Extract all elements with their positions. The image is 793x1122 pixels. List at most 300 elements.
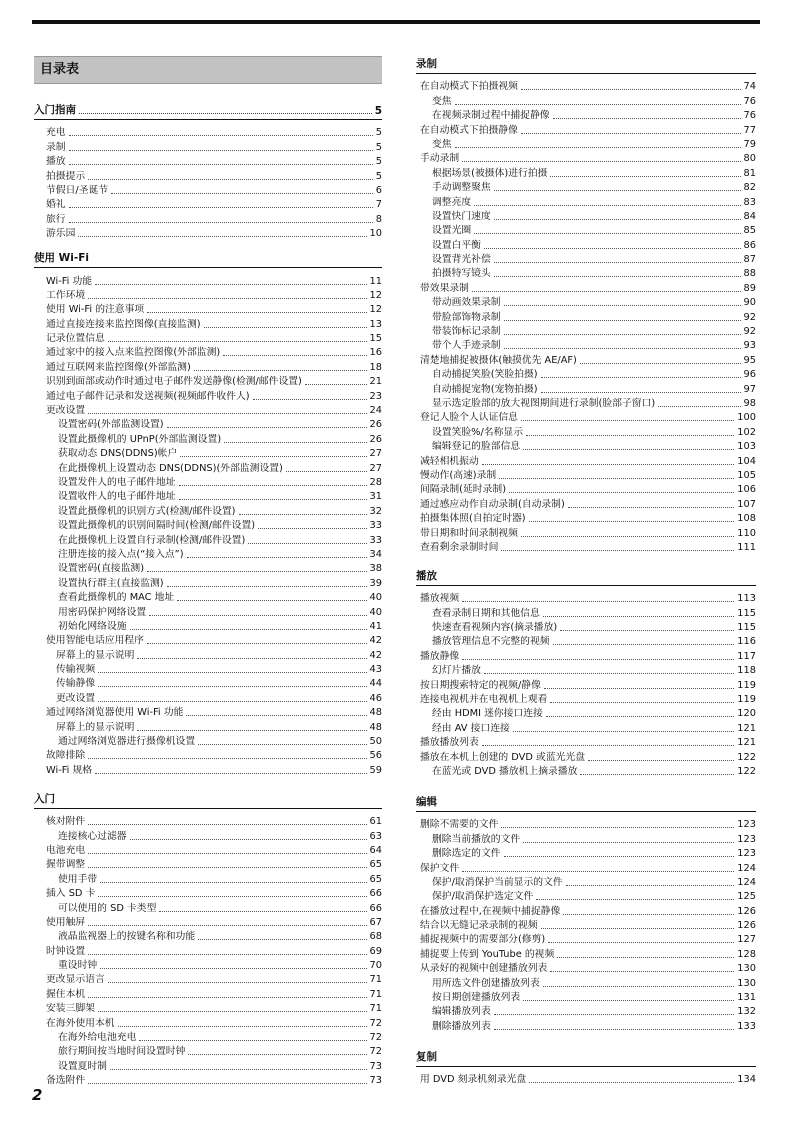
toc-entry[interactable] xyxy=(416,295,756,309)
toc-entry-page: 33 xyxy=(369,520,382,532)
toc-entry-page: 26 xyxy=(369,433,382,445)
toc-entry[interactable] xyxy=(34,403,382,417)
leader-dots xyxy=(504,334,741,335)
toc-entry[interactable] xyxy=(416,903,756,917)
leader-dots xyxy=(100,882,366,883)
leader-dots xyxy=(258,528,366,529)
toc-entry[interactable] xyxy=(416,1004,756,1018)
toc-entry[interactable] xyxy=(34,719,382,733)
toc-entry[interactable] xyxy=(416,165,756,179)
toc-entry-page: 106 xyxy=(737,484,756,496)
leader-dots xyxy=(69,164,373,165)
toc-entry-page: 115 xyxy=(737,622,756,634)
leader-dots xyxy=(110,1069,367,1070)
toc-entry-text: 带个人手迹录制 xyxy=(432,340,501,352)
toc-entry-page: 31 xyxy=(369,491,382,503)
toc-entry[interactable] xyxy=(416,720,756,734)
toc-entry-text: 电池充电 xyxy=(46,844,86,856)
toc-entry-text: 删除播放列表 xyxy=(432,1020,491,1032)
toc-entry-text: 更改显示语言 xyxy=(46,974,105,986)
toc-entry[interactable] xyxy=(34,388,382,402)
toc-entry[interactable] xyxy=(416,511,756,525)
toc-entry[interactable] xyxy=(416,620,756,634)
toc-entry-text: 节假日/圣诞节 xyxy=(46,184,109,196)
toc-entry-text: 使用智能电话应用程序 xyxy=(46,635,144,647)
toc-entry-text: 通过家中的接入点来监控图像(外部监测) xyxy=(46,347,221,359)
toc-entry[interactable] xyxy=(416,918,756,932)
section-title[interactable]: 入门 xyxy=(34,791,382,809)
toc-entry[interactable] xyxy=(416,525,756,539)
toc-entry-page: 131 xyxy=(737,992,756,1004)
toc-entry-text: 间隔录制(延时录制) xyxy=(420,484,507,496)
toc-entry-text: 拍摄集体照(自拍定时器) xyxy=(420,513,526,525)
toc-entry[interactable] xyxy=(34,503,382,517)
toc-entry[interactable] xyxy=(416,151,756,165)
left-sections xyxy=(34,102,382,1087)
toc-entry[interactable] xyxy=(416,496,756,510)
toc-entry[interactable] xyxy=(416,889,756,903)
toc-entry[interactable] xyxy=(34,561,382,575)
leader-dots xyxy=(658,406,740,407)
toc-entry[interactable] xyxy=(416,410,756,424)
toc-entry[interactable] xyxy=(416,990,756,1004)
toc-entry[interactable] xyxy=(34,431,382,445)
toc-entry-page: 93 xyxy=(743,340,756,352)
toc-entry-page: 5 xyxy=(375,141,382,153)
leader-dots xyxy=(494,190,741,191)
toc-entry[interactable] xyxy=(416,875,756,889)
leader-dots xyxy=(474,233,740,234)
toc-entry-text: 带脸部饰物录制 xyxy=(432,311,501,323)
toc-entry-text: 核对附件 xyxy=(46,816,86,828)
toc-entry[interactable] xyxy=(34,273,382,287)
toc-entry[interactable] xyxy=(34,619,382,633)
toc-entry[interactable] xyxy=(34,676,382,690)
leader-dots xyxy=(546,716,734,717)
toc-entry-page: 111 xyxy=(737,541,756,553)
toc-entry[interactable] xyxy=(416,706,756,720)
toc-entry-text: 减轻相机振动 xyxy=(420,455,479,467)
toc-entry[interactable] xyxy=(34,843,382,857)
toc-entry[interactable] xyxy=(34,125,382,139)
toc-entry-page: 28 xyxy=(369,476,382,488)
toc-entry[interactable] xyxy=(34,446,382,460)
leader-dots xyxy=(455,147,741,148)
leader-dots xyxy=(455,104,741,105)
leader-dots xyxy=(521,420,734,421)
section-title[interactable]: 录制 xyxy=(416,56,756,74)
leader-dots xyxy=(100,968,366,969)
toc-entry[interactable] xyxy=(34,986,382,1000)
leader-dots xyxy=(88,758,366,759)
leader-dots xyxy=(494,1029,735,1030)
toc-entry-text: 删除当前播放的文件 xyxy=(432,833,521,845)
toc-entry-page: 97 xyxy=(743,383,756,395)
toc-entry-text: 备选附件 xyxy=(46,1075,86,1087)
leader-dots xyxy=(494,262,741,263)
leader-dots xyxy=(111,193,373,194)
toc-entry[interactable] xyxy=(416,1072,756,1086)
toc-entry[interactable] xyxy=(34,1073,382,1087)
toc-entry[interactable] xyxy=(34,762,382,776)
toc-entry[interactable] xyxy=(34,226,382,240)
toc-entry-text: 在视频录制过程中捕捉静像 xyxy=(432,110,550,122)
toc-entry[interactable] xyxy=(34,302,382,316)
toc-entry[interactable] xyxy=(34,211,382,225)
leader-dots xyxy=(494,219,741,220)
toc-entry-page: 96 xyxy=(743,369,756,381)
toc-entry-text: 手动调整聚焦 xyxy=(432,182,491,194)
toc-entry[interactable] xyxy=(416,424,756,438)
toc-entry-text: 在播放过程中,在视频中捕捉静像 xyxy=(420,905,561,917)
toc-entry-text: 播放静像 xyxy=(420,650,460,662)
toc-entry[interactable] xyxy=(416,396,756,410)
leader-dots xyxy=(482,464,735,465)
toc-entry[interactable] xyxy=(34,662,382,676)
toc-entry-page: 50 xyxy=(369,736,382,748)
toc-entry[interactable] xyxy=(34,929,382,943)
toc-entry[interactable] xyxy=(34,575,382,589)
leader-dots xyxy=(198,744,366,745)
leader-dots xyxy=(179,499,367,500)
toc-entry-page: 103 xyxy=(737,441,756,453)
section-title[interactable]: 编辑 xyxy=(416,794,756,812)
toc-entry[interactable] xyxy=(34,518,382,532)
toc-entry-page: 64 xyxy=(369,844,382,856)
section-title[interactable]: 使用 Wi-Fi xyxy=(34,250,382,268)
toc-entry[interactable] xyxy=(34,1001,382,1015)
toc-entry[interactable] xyxy=(34,1030,382,1044)
toc-entry[interactable] xyxy=(34,475,382,489)
toc-entry[interactable] xyxy=(416,367,756,381)
toc-entry-text: 在此摄像机上设置动态 DNS(DDNS)(外部监测设置) xyxy=(58,462,283,474)
toc-entry[interactable] xyxy=(34,183,382,197)
toc-entry-text: 通过互联网来监控图像(外部监测) xyxy=(46,361,191,373)
leader-dots xyxy=(188,1054,366,1055)
toc-entry[interactable] xyxy=(416,468,756,482)
toc-entry-text: 结合以无缝记录录制的视频 xyxy=(420,920,538,932)
toc-entry[interactable] xyxy=(34,915,382,929)
toc-entry-text: 保护/取消保护选定文件 xyxy=(432,891,534,903)
toc-entry-text: 播放管理信息不完整的视频 xyxy=(432,636,550,648)
toc-entry-text: 液晶监视器上的按键名称和功能 xyxy=(58,931,196,943)
toc-entry-page: 73 xyxy=(369,1075,382,1087)
toc-entry-page: 90 xyxy=(743,297,756,309)
toc-entry-page: 110 xyxy=(737,527,756,539)
toc-entry[interactable] xyxy=(416,831,756,845)
toc-entry[interactable] xyxy=(416,932,756,946)
toc-entry-text: 屏幕上的显示说明 xyxy=(56,721,135,733)
toc-entry-text: 使用手带 xyxy=(58,873,98,885)
toc-entry-page: 48 xyxy=(369,707,382,719)
toc-entry-text: 传输视频 xyxy=(56,664,96,676)
toc-entry-text: 安装三脚架 xyxy=(46,1003,95,1015)
toc-entry[interactable] xyxy=(416,591,756,605)
toc-entry-page: 65 xyxy=(369,873,382,885)
toc-entry-page: 123 xyxy=(737,819,756,831)
toc-entry[interactable] xyxy=(416,946,756,960)
toc-entry-text: 保护文件 xyxy=(420,862,460,874)
toc-entry-text: 调整亮度 xyxy=(432,196,472,208)
toc-entry-text: 变焦 xyxy=(432,95,452,107)
toc-entry[interactable] xyxy=(34,814,382,828)
toc-entry-page: 59 xyxy=(369,764,382,776)
toc-entry[interactable] xyxy=(416,846,756,860)
toc-entry-text: 自动捕捉笑脸(笑脸拍摄) xyxy=(432,369,538,381)
toc-entry[interactable] xyxy=(416,663,756,677)
toc-entry[interactable] xyxy=(416,223,756,237)
leader-dots xyxy=(529,521,735,522)
toc-entry-text: 拍摄特写镜头 xyxy=(432,268,491,280)
toc-entry-page: 76 xyxy=(743,110,756,122)
toc-entry[interactable] xyxy=(34,1044,382,1058)
toc-entry[interactable] xyxy=(416,749,756,763)
toc-entry-text: 带日期和时间录制视频 xyxy=(420,527,518,539)
leader-dots xyxy=(69,135,373,136)
toc-entry-text: 在自动模式下拍摄视频 xyxy=(420,81,518,93)
leader-dots xyxy=(543,616,735,617)
toc-entry[interactable] xyxy=(34,857,382,871)
toc-entry-page: 46 xyxy=(369,692,382,704)
leader-dots xyxy=(501,827,734,828)
toc-entry[interactable] xyxy=(416,209,756,223)
toc-column-right xyxy=(416,56,756,1086)
leader-dots xyxy=(513,731,735,732)
toc-entry-page: 56 xyxy=(369,750,382,762)
leader-dots xyxy=(198,939,366,940)
toc-entry[interactable] xyxy=(416,634,756,648)
section-title[interactable]: 播放 xyxy=(416,568,756,586)
toc-entry-text: 设置笑脸%/名称显示 xyxy=(432,426,523,438)
toc-entry[interactable] xyxy=(34,943,382,957)
toc-entry-page: 88 xyxy=(743,268,756,280)
toc-entry[interactable] xyxy=(34,705,382,719)
toc-entry[interactable] xyxy=(416,194,756,208)
toc-entry-text: 删除不需要的文件 xyxy=(420,819,499,831)
toc-entry-text: 显示选定脸部的放大视图期间进行录制(脸部子窗口) xyxy=(432,397,656,409)
toc-entry[interactable] xyxy=(416,266,756,280)
leader-dots xyxy=(472,291,741,292)
toc-entry[interactable] xyxy=(34,590,382,604)
leader-dots xyxy=(526,435,734,436)
section-title[interactable]: 复制 xyxy=(416,1049,756,1067)
leader-dots xyxy=(179,485,367,486)
toc-entry[interactable] xyxy=(416,180,756,194)
toc-entry-text: 设置背光补偿 xyxy=(432,254,491,266)
toc-entry[interactable] xyxy=(416,93,756,107)
leader-dots xyxy=(137,730,366,731)
leader-dots xyxy=(88,867,366,868)
toc-entry[interactable] xyxy=(34,547,382,561)
leader-dots xyxy=(194,370,367,371)
toc-entry[interactable] xyxy=(34,958,382,972)
toc-entry[interactable] xyxy=(416,648,756,662)
leader-dots xyxy=(529,1082,734,1083)
toc-entry[interactable] xyxy=(34,460,382,474)
toc-entry[interactable] xyxy=(34,604,382,618)
leader-dots xyxy=(95,284,366,285)
toc-entry[interactable] xyxy=(34,316,382,330)
toc-entry[interactable] xyxy=(34,1015,382,1029)
toc-entry[interactable] xyxy=(34,139,382,153)
leader-dots xyxy=(501,550,734,551)
toc-entry[interactable] xyxy=(416,1018,756,1032)
toc-entry-page: 98 xyxy=(743,397,756,409)
toc-entry-text: 按日期创建播放列表 xyxy=(432,992,521,1004)
toc-entry-text: 设置此摄像机的识别方式(检测/邮件设置) xyxy=(58,505,236,517)
toc-entry-text: 从录好的视频中创建播放列表 xyxy=(420,963,548,975)
toc-entry[interactable] xyxy=(34,489,382,503)
toc-entry-text: 经由 AV 接口连接 xyxy=(432,722,510,734)
toc-entry[interactable] xyxy=(34,633,382,647)
toc-entry-text: 游乐园 xyxy=(46,228,76,240)
toc-entry-page: 130 xyxy=(737,977,756,989)
toc-entry-text: 查看录制日期和其他信息 xyxy=(432,607,540,619)
toc-entry[interactable] xyxy=(34,972,382,986)
toc-entry[interactable] xyxy=(416,381,756,395)
toc-entry[interactable] xyxy=(416,338,756,352)
toc-entry[interactable] xyxy=(416,764,756,778)
leader-dots xyxy=(543,986,735,987)
toc-entry-page: 27 xyxy=(369,462,382,474)
toc-entry[interactable] xyxy=(34,886,382,900)
toc-entry-text: 设置发件人的电子邮件地址 xyxy=(58,476,176,488)
toc-section xyxy=(34,250,382,777)
toc-entry-text: 编辑播放列表 xyxy=(432,1006,491,1018)
toc-entry[interactable] xyxy=(416,482,756,496)
toc-entry-page: 71 xyxy=(369,1003,382,1015)
toc-entry[interactable] xyxy=(416,860,756,874)
toc-entry-page: 122 xyxy=(737,765,756,777)
toc-entry[interactable] xyxy=(34,331,382,345)
toc-entry[interactable] xyxy=(34,748,382,762)
toc-entry-page: 66 xyxy=(369,888,382,900)
toc-entry[interactable] xyxy=(416,453,756,467)
leader-dots xyxy=(88,1083,366,1084)
toc-entry[interactable] xyxy=(416,677,756,691)
toc-entry[interactable] xyxy=(416,817,756,831)
toc-entry-page: 10 xyxy=(369,228,382,240)
toc-entry[interactable] xyxy=(416,692,756,706)
leader-dots xyxy=(108,982,367,983)
leader-dots xyxy=(88,954,366,955)
toc-entry-text: 设置光圈 xyxy=(432,225,472,237)
leader-dots xyxy=(462,871,734,872)
leader-dots xyxy=(499,478,734,479)
toc-entry[interactable] xyxy=(416,605,756,619)
toc-entry[interactable] xyxy=(416,961,756,975)
toc-entry[interactable] xyxy=(416,237,756,251)
toc-entry[interactable] xyxy=(34,871,382,885)
toc-entry-text: 在海外给电池充电 xyxy=(58,1032,137,1044)
toc-entry-text: 慢动作(高速)录制 xyxy=(420,469,497,481)
toc-entry-page: 27 xyxy=(369,448,382,460)
toc-entry-page: 34 xyxy=(369,548,382,560)
toc-entry-text: 编辑登记的脸部信息 xyxy=(432,441,521,453)
leader-dots xyxy=(563,914,734,915)
toc-entry[interactable] xyxy=(416,252,756,266)
toc-entry[interactable] xyxy=(34,647,382,661)
toc-entry-page: 65 xyxy=(369,859,382,871)
toc-entry-page: 72 xyxy=(369,1017,382,1029)
leader-dots xyxy=(248,543,366,544)
toc-entry-page: 69 xyxy=(369,945,382,957)
toc-entry[interactable] xyxy=(416,540,756,554)
toc-entry[interactable] xyxy=(34,197,382,211)
toc-entry[interactable] xyxy=(34,828,382,842)
toc-entry[interactable] xyxy=(416,309,756,323)
toc-entry[interactable] xyxy=(416,122,756,136)
leader-dots xyxy=(118,1026,367,1027)
toc-entry[interactable] xyxy=(34,154,382,168)
toc-entry-page: 67 xyxy=(369,916,382,928)
top-rule xyxy=(32,20,760,24)
toc-section xyxy=(416,1049,756,1086)
toc-entry-text: 初始化网络设施 xyxy=(58,620,127,632)
toc-entry[interactable] xyxy=(416,439,756,453)
toc-entry-text: 设置此摄像机的 UPnP(外部监测设置) xyxy=(58,433,222,445)
toc-entry[interactable] xyxy=(416,352,756,366)
leader-dots xyxy=(98,896,366,897)
section-title[interactable] xyxy=(34,102,382,120)
toc-entry[interactable] xyxy=(34,345,382,359)
toc-entry[interactable] xyxy=(34,690,382,704)
leader-dots xyxy=(239,514,367,515)
toc-entry[interactable] xyxy=(34,417,382,431)
toc-entry-text: 使用 Wi-Fi 的注意事项 xyxy=(46,304,145,316)
toc-entry[interactable] xyxy=(34,288,382,302)
toc-entry[interactable] xyxy=(416,137,756,151)
toc-entry[interactable] xyxy=(34,734,382,748)
leader-dots xyxy=(88,997,366,998)
toc-entry-text: 设置执行群主(直接监测) xyxy=(58,577,164,589)
leader-dots xyxy=(95,773,366,774)
toc-entry-page: 125 xyxy=(737,891,756,903)
toc-entry[interactable] xyxy=(416,975,756,989)
leader-dots xyxy=(550,971,734,972)
toc-entry[interactable] xyxy=(34,374,382,388)
toc-entry-text: 带效果录制 xyxy=(420,282,469,294)
toc-entry[interactable] xyxy=(34,900,382,914)
toc-entry-page: 43 xyxy=(369,664,382,676)
toc-entry-page: 85 xyxy=(743,225,756,237)
toc-entry[interactable] xyxy=(416,735,756,749)
toc-entry-page: 80 xyxy=(743,153,756,165)
toc-entry[interactable] xyxy=(34,359,382,373)
toc-entry[interactable] xyxy=(34,168,382,182)
toc-entry-page: 12 xyxy=(369,289,382,301)
leader-dots xyxy=(180,456,366,457)
leader-dots xyxy=(108,341,367,342)
toc-entry[interactable] xyxy=(416,280,756,294)
toc-entry-page: 76 xyxy=(743,95,756,107)
toc-entry[interactable] xyxy=(34,1058,382,1072)
toc-entry[interactable] xyxy=(416,108,756,122)
toc-entry-text: 设置白平衡 xyxy=(432,239,481,251)
toc-entry-page: 13 xyxy=(369,318,382,330)
toc-entry-text: 充电 xyxy=(46,127,66,139)
toc-entry[interactable] xyxy=(34,532,382,546)
toc-entry-page: 5 xyxy=(375,156,382,168)
toc-entry[interactable] xyxy=(416,79,756,93)
leader-dots xyxy=(550,176,740,177)
toc-entry-text: 在自动模式下拍摄静像 xyxy=(420,124,518,136)
toc-entry-page: 21 xyxy=(369,376,382,388)
leader-dots xyxy=(462,161,740,162)
toc-entry[interactable] xyxy=(416,324,756,338)
leader-dots xyxy=(98,1011,367,1012)
leader-dots xyxy=(523,842,734,843)
